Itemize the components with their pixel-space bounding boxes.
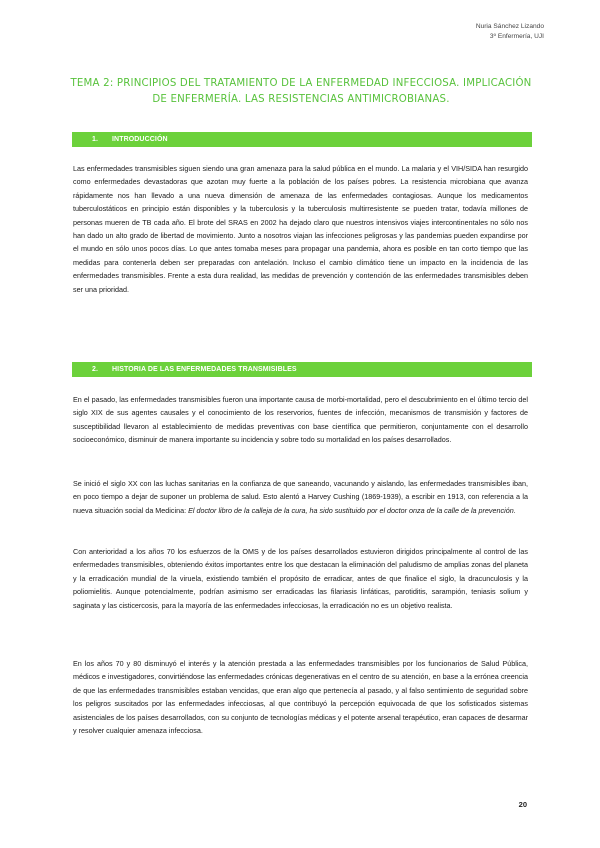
section-heading-introduction [72,132,532,147]
intro-paragraph [73,162,528,296]
history-paragraph-2 [73,477,528,517]
section-number: 1. [92,136,99,143]
page-header [476,22,544,42]
history-paragraph-1 [73,393,528,447]
course-label: 3º Enfermería, UJI [489,33,544,40]
document-title: TEMA 2: PRINCIPIOS DEL TRATAMIENTO DE LA ENFERMEDAD INFECCIOSA. IMPLICACIÓN DE ENFERMERÍA. LAS RESISTENCIAS ANTIMICROBIANAS. [70,78,532,105]
section-heading-history [72,362,532,377]
cushing-quote: El doctor libro de la calleja de la cura, ha sido sustituido por el doctor onza de la calle de la prevención. [188,505,516,515]
paragraph [73,477,528,517]
page-number: 20 [518,800,527,809]
section-number: 2. [92,366,99,373]
paragraph: En el pasado, las enfermedades transmisibles fueron una importante causa de morbi-mortalidad, pero el descubrimiento en el último tercio del siglo XIX de sus agentes causales y el conocimiento de los reservorios, fuentes de infección, mecanismos de transmisión y factores de susceptibilidad llevaron al establecimiento de medidas preventivas con base científica que permitieron, conjuntamente con el desarrollo socioeconómico, disminuir de manera importante su incidencia y sobre todo su mortalidad en los países desarrollados. [73,395,528,445]
paragraph-text: Se inició el siglo XX con las luchas sanitarias en la confianza de que saneando, vacunando y aislando, las enfermedades transmisibles iban, en poco tiempo a dejar de suponer un problema de salud. Esto alentó a Harvey Cushing (1869-1939), a escribir en 1913, con referencia a la nueva situación social da Medicina: [73,479,528,515]
history-paragraph-4 [73,657,528,737]
history-paragraph-3 [73,545,528,612]
paragraph: Las enfermedades transmisibles siguen siendo una gran amenaza para la salud pública en el mundo. La malaria y el VIH/SIDA han resurgido como enfermedades devastadoras que azotan muy fuerte a la población de los países pobres. La resistencia microbiana que avanza rápidamente nos han llevado a una nueva dimensión de amenaza de las enfermedades contagiosas. Aunque los medicamentos tuberculostáticos en principio están disponibles y la tuberculosis y la tuberculosis multirresistente se pueden tratar, todavía millones de personas mueren de TB cada año. El brote del SRAS en 2002 ha dejado claro que nuestros intensivos viajes intercontinentales no sólo nos han dado un alto grado de libertad de movimiento. Junto a nosotros viajan las infecciones peligrosas y las pandemias pueden expandirse por el mundo en sólo unos pocos días. Lo que antes tomaba meses para propagar una pandemia, ahora es posible en tan corto tiempo que las medidas para contenerla deben ser preparadas con antelación. Incluso el cambio climático tiene un impacto en la incidencia de las enfermedades transmisibles. Frente a esta dura realidad, las medidas de prevención y contención de las enfermedades transmisibles deben ser una prioridad. [73,164,528,294]
section-title: INTRODUCCIÓN [112,136,168,143]
paragraph: Con anterioridad a los años 70 los esfuerzos de la OMS y de los países desarrollados estuvieron dirigidos principalmente al control de las enfermedades transmisibles, obteniendo éxitos importantes entre los que destacan la eliminación del paludismo de amplias zonas del planeta y la erradicación mundial de la viruela, existiendo también el propósito de erradicar, antes de que finalice el siglo, la dracunculosis y la poliomielitis. Aunque potencialmente, podrían asimismo ser erradicadas las filariasis linfáticas, parotiditis, sarampión, teniasis solium y saginata y las cisticercosis, para la mayoría de las enfermedades infecciosas, la erradicación no es un objetivo realista. [73,547,528,610]
author-name: Nuria Sánchez Lizando [475,23,544,30]
section-title: HISTORIA DE LAS ENFERMEDADES TRANSMISIBLES [112,366,297,373]
paragraph: En los años 70 y 80 disminuyó el interés y la atención prestada a las enfermedades transmisibles por los funcionarios de Salud Pública, médicos e investigadores, convirtiéndose las enfermedades crónicas degenerativas en el centro de su atención, en base a la errónea creencia de que las enfermedades transmisibles estaban vencidas, que eran algo que pertenecía al pasado, y al falso sentimiento de seguridad sobre los peligros suscitados por las enfermedades infecciosas, al que contribuyó la percepción equivocada de que los sofisticados sistemas asistenciales de los países desarrollados, con su conjunto de tecnologías médicas y el potente arsenal terapéutico, eran capaces de desarmar y resolver cualquier amenaza infecciosa. [73,659,528,736]
